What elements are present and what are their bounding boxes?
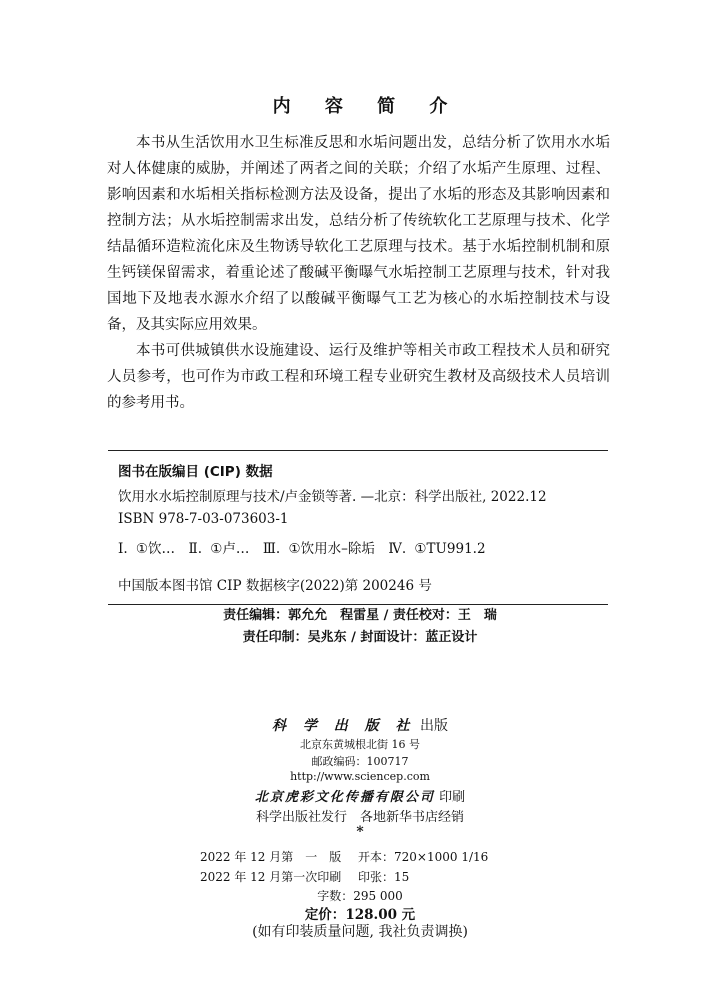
printer-line: [0, 786, 720, 805]
production-credits: 责任印制：吴兆东 / 封面设计：蓝正设计: [242, 630, 478, 645]
printer-name: 北京虎彩文化传播有限公司: [254, 790, 435, 805]
publisher-line: [0, 715, 720, 735]
summary-body: [107, 130, 610, 416]
quality-notice: (如有印装质量问题, 我社负责调换): [252, 924, 468, 940]
edition-line: 2022 年 12 月第 一 版: [200, 850, 342, 864]
publisher-postcode: 邮政编码：100717: [311, 755, 409, 768]
publisher-suffix: 出版: [419, 718, 448, 734]
edition-row-1: [200, 848, 520, 865]
publisher-name: 科 学 出 版 社: [272, 718, 416, 734]
publisher-url: http://www.sciencep.com: [290, 770, 430, 783]
separator-star: *: [356, 824, 364, 840]
summary-title: 内 容 简 介: [272, 96, 462, 117]
word-count: 字数：295 000: [317, 889, 403, 903]
summary-paragraph-1: 本书从生活饮用水卫生标准反思和水垢问题出发，总结分析了饮用水水垢对人体健康的威胁，并阐述了两者之间的关联；介绍了水垢产生原理、过程、影响因素和水垢相关指标检测方法及设备，提出了水垢的形态及其影响因素和控制方法；从水垢控制需求出发，总结分析了传统软化工艺原理与技术、化学结晶循环造粒流化床及生物诱导软化工艺原理与技术。基于水垢控制机制和原生钙镁保留需求，着重论述了酸碱平衡曝气水垢控制工艺原理与技术，针对我国地下及地表水源水介绍了以酸碱平衡曝气工艺为核心的水垢控制技术与设备，及其实际应用效果。: [107, 135, 610, 333]
publisher-address: 北京东黄城根北街 16 号: [300, 738, 420, 751]
price-value: 128.00 元: [345, 907, 416, 923]
editor-credits: 责任编辑：郭允允 程雷星 / 责任校对：王 瑞: [223, 608, 497, 623]
cip-number: 中国版本图书馆 CIP 数据核字(2022)第 200246 号: [118, 578, 432, 594]
cip-heading: 图书在版编目 (CIP) 数据: [118, 464, 273, 480]
edition-row-2: [200, 868, 520, 885]
distribution-line: 科学出版社发行 各地新华书店经销: [255, 810, 464, 825]
printing-line: 2022 年 12 月第一次印刷: [200, 870, 342, 884]
cip-block: [108, 450, 608, 605]
sheets-line: 印张：15: [358, 870, 410, 884]
printer-suffix: 印刷: [439, 790, 466, 805]
summary-paragraph-2: 本书可供城镇供水设施建设、运行及维护等相关市政工程技术人员和研究人员参考，也可作为市政工程和环境工程专业研究生教材及高级技术人员培训的参考用书。: [107, 343, 610, 411]
price-label: 定价：: [304, 907, 346, 923]
cip-classification: Ⅰ. ①饮… Ⅱ. ①卢… Ⅲ. ①饮用水–除垢 Ⅳ. ①TU991.2: [118, 541, 486, 557]
format-line: 开本：720×1000 1/16: [358, 850, 489, 864]
price-line: [0, 903, 720, 923]
cip-isbn: ISBN 978-7-03-073603-1: [118, 511, 289, 527]
cip-record: 饮用水水垢控制原理与技术/卢金锁等著. —北京：科学出版社, 2022.12: [118, 489, 547, 505]
